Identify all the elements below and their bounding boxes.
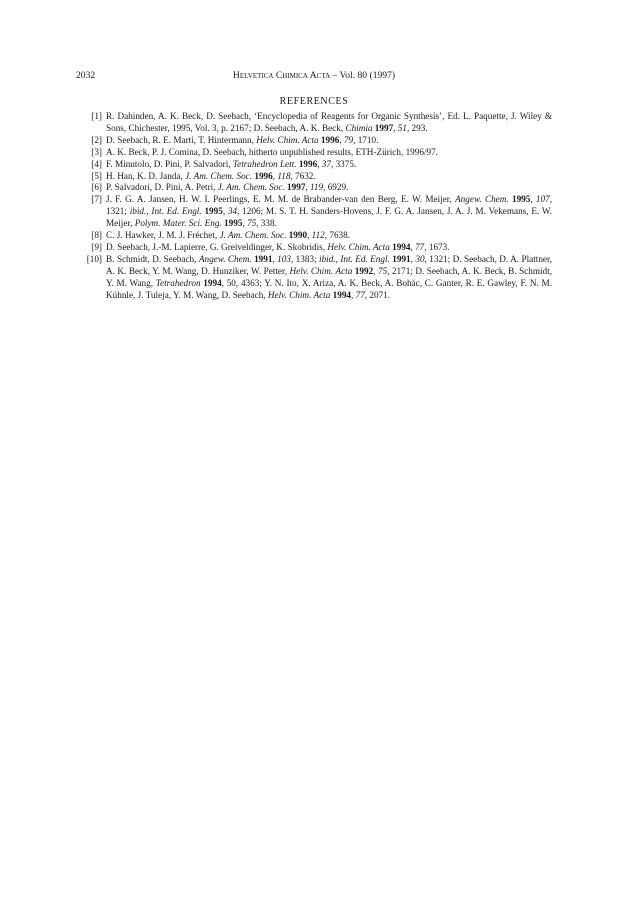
text-run: , [307, 230, 312, 241]
reference-number: [8] [91, 230, 102, 241]
reference-item [76, 194, 552, 230]
italic-run: Helv. Chim. Acta [289, 265, 353, 276]
bold-run: 1995 [224, 218, 243, 229]
text-run: , [317, 158, 322, 169]
references-heading: REFERENCES [279, 96, 349, 107]
italic-run: Helv. Chim. Acta [256, 134, 319, 145]
reference-text [106, 159, 356, 169]
text-run: B. Schmidt, D. Seebach, [106, 253, 199, 264]
reference-text [106, 254, 552, 300]
reference-text [106, 230, 350, 240]
italic-run: Angew. Chem. [198, 253, 252, 264]
reference-text [106, 194, 552, 228]
bold-run: 1996 [320, 134, 340, 145]
bold-run: 1996 [298, 158, 318, 169]
italic-run: Polym. Mater. Sci. Eng. [134, 218, 222, 229]
italic-run: ibid., Int. Ed. Engl. [129, 206, 202, 217]
page-header [76, 70, 552, 84]
italic-run: Helv. Chim. Acta [327, 241, 390, 252]
reference-item [76, 171, 552, 183]
bold-run: 1997 [287, 182, 306, 193]
reference-number: [2] [91, 134, 102, 145]
text-run: A. K. Beck, P. J. Comina, D. Seebach, hitherto unpublished results, ETH-Zürich, 1996/97. [106, 146, 438, 157]
italic-run: 77 [355, 289, 365, 300]
reference-number: [7] [91, 194, 102, 205]
text-run: , [351, 289, 356, 300]
italic-run: Tetrahedron [155, 277, 201, 288]
italic-run: J. Am. Chem. Soc. [219, 230, 287, 241]
reference-text [106, 135, 378, 145]
italic-run: J. Am. Chem. Soc. [185, 170, 253, 181]
bold-run: 1992 [354, 265, 374, 276]
text-run: F. Minutolo, D. Pini, P. Salvadori, [106, 158, 233, 169]
bold-run: 1997 [374, 122, 394, 133]
reference-text [106, 111, 552, 133]
text-run: , [393, 122, 398, 133]
text-run: , [410, 241, 416, 252]
italic-run: 75 [377, 265, 388, 276]
text-run: , 1321; D. Seebach, D. A. Plattner, A. K. Beck, Y. M. Wang, D. Hunziker, W. Petter, [106, 253, 552, 276]
bold-run: 1994 [203, 277, 222, 288]
bold-run: 1996 [254, 170, 273, 181]
bold-run: 1994 [392, 241, 411, 252]
text-run: , [410, 253, 416, 264]
text-run: , [530, 194, 536, 205]
text-run: , 338. [256, 218, 277, 229]
text-run: , [272, 253, 278, 264]
text-run: , 7638. [324, 230, 351, 241]
italic-run: 37 [321, 158, 331, 169]
reference-number: [10] [86, 253, 102, 264]
bold-run: 1991 [254, 253, 273, 264]
text-run: H. Han, K. D. Janda, [106, 170, 186, 181]
text-run: , 1673. [424, 241, 450, 252]
text-run: , 50, 4363; Y. N. Ito, X. Ariza, A. K. Beck, A. Bohác, C. Ganter, R. E. Gawley, F. N. M. Kühnle, J. Tuleja, Y. M. Wang, D. Seebach, [106, 277, 552, 300]
text-run: D. Seebach, R. E. Marti, T. Hintermann, [106, 134, 257, 145]
reference-item [76, 147, 552, 159]
italic-run: 112 [311, 230, 325, 241]
reference-number: [3] [91, 146, 102, 157]
italic-run: 51 [397, 122, 407, 133]
italic-run: 107 [535, 194, 550, 205]
text-run: J. F. G. A. Jansen, H. W. I. Peerlings, E. M. M. de Brabander-van den Berg, E. W. Meijer, [106, 194, 456, 205]
italic-run: 118 [277, 170, 291, 181]
text-run: , 1321; [106, 194, 552, 217]
bold-run: 1991 [392, 253, 411, 264]
bold-run: 1995 [511, 194, 531, 205]
italic-run: 30 [415, 253, 425, 264]
text-run: , [373, 265, 378, 276]
italic-run: 119 [310, 182, 324, 193]
reference-number: [5] [91, 170, 102, 181]
reference-number: [1] [91, 111, 102, 121]
text-run: , 1206; M. S. T. H. Sanders-Hovens, J. F. G. A. Jansen, J. A. J. M. Vekemans, E. W. Meijer, [106, 206, 553, 229]
text-run: , [339, 134, 344, 145]
reference-item [76, 135, 552, 147]
reference-item [76, 230, 552, 242]
reference-item [76, 182, 552, 194]
text-run: , 2171; D. Seebach, A. K. Beck, B. Schmidt, Y. M. Wang, [106, 265, 553, 288]
text-run: , [222, 206, 228, 217]
text-run: D. Seebach, J.-M. Lapierre, G. Greiveldinger, K. Skobridis, [106, 241, 328, 252]
italic-run: 75 [247, 218, 257, 229]
italic-run: Helv. Chim. Acta [267, 289, 331, 300]
italic-run: Tetrahedron Lett. [232, 158, 297, 169]
page-number: 2032 [76, 70, 96, 81]
text-run: , 6929. [323, 182, 349, 193]
bold-run: 1994 [332, 289, 352, 300]
text-run: C. J. Hawker, J. M. J. Fréchet, [106, 230, 220, 241]
journal-volume: – Vol. 80 (1997) [332, 70, 396, 81]
reference-list [76, 111, 552, 302]
text-run: P. Salvadori, D. Pini, A. Petri, [106, 182, 218, 193]
italic-run: ibid., Int. Ed. Engl. [319, 253, 390, 264]
text-run: , [242, 218, 247, 229]
reference-item [76, 242, 552, 254]
reference-item [76, 159, 552, 171]
text-run: , [272, 170, 278, 181]
text-run: , 3375. [330, 158, 357, 169]
reference-number: [9] [91, 241, 102, 252]
reference-item [76, 111, 552, 135]
text-run: , 7632. [290, 170, 316, 181]
reference-text [106, 242, 450, 252]
italic-run: 79 [343, 134, 354, 145]
italic-run: Angew. Chem. [455, 194, 509, 205]
text-run: R. Dahinden, A. K. Beck, D. Seebach, ‘Encyclopedia of Reagents for Organic Synthesis’, Ed. L. Paquette, J. Wiley & Sons, Chichester, 1995, Vol. 3, p. 2167; D. Seebach, A. K. Beck, [106, 111, 552, 133]
text-run: , [305, 182, 310, 193]
reference-text [106, 182, 348, 192]
reference-item [76, 254, 552, 302]
italic-run: 103 [277, 253, 291, 264]
reference-text [106, 147, 438, 157]
text-run: , 1710. [353, 134, 379, 145]
running-head [76, 70, 552, 81]
reference-number: [4] [91, 158, 102, 169]
text-run: , 1383; [290, 253, 320, 264]
italic-run: 34 [227, 206, 238, 217]
italic-run: Chimia [345, 122, 373, 133]
bold-run: 1990 [288, 230, 308, 241]
italic-run: 77 [415, 241, 425, 252]
text-run: , 2071. [364, 289, 391, 300]
bold-run: 1995 [204, 206, 223, 217]
journal-name: Helvetica Chimica Acta [232, 70, 331, 81]
reference-text [106, 171, 316, 181]
reference-number: [6] [91, 182, 102, 193]
text-run: , 293. [406, 122, 428, 133]
italic-run: J. Am. Chem. Soc. [217, 182, 285, 193]
